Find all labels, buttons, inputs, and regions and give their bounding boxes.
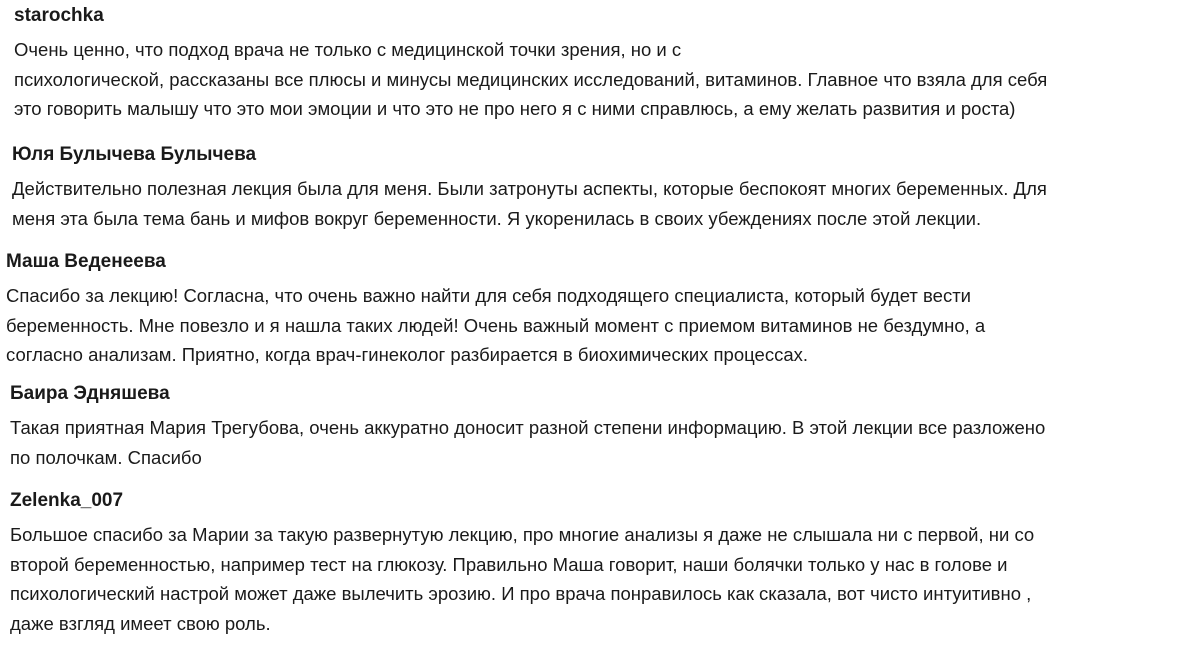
review-text-line: психологический настрой может даже вылечить эрозию. И про врача понравилось как сказала, вот чисто интуитивно , (10, 583, 1032, 604)
review-item (10, 383, 1200, 472)
review-text-line: Спасибо за лекцию! Согласна, что очень важно найти для себя подходящего специалиста, который будет вести (6, 285, 971, 306)
review-text-line: это говорить малышу что это мои эмоции и что это не про него я с ними справлюсь, а ему желать развития и роста) (14, 98, 1016, 119)
review-text-line: Большое спасибо за Марии за такую развернутую лекцию, про многие анализы я даже не слышала ни с первой, ни со (10, 524, 1035, 545)
review-text-line: беременность. Мне повезло и я нашла таких людей! Очень важный момент с приемом витаминов не бездумно, а (6, 314, 986, 336)
review-text-line: Такая приятная Мария Трегубова, очень аккуратно доносит разной степени информацию. В этой лекции все разложено (10, 417, 1046, 438)
review-text-line: по полочкам. Спасибо (10, 446, 202, 468)
review-author: Zelenka_007 (10, 490, 124, 511)
review-text-line: психологической, рассказаны все плюсы и минусы медицинских исследований, витаминов. Главное что взяла для себя (14, 68, 1048, 90)
review-text-line: Действительно полезная лекция была для меня. Были затронуты аспекты, которые беспокоят многих беременных. Для (12, 178, 1047, 199)
review-text-line: меня эта была тема бань и мифов вокруг беременности. Я укоренилась в своих убеждениях после этой лекции. (12, 207, 982, 229)
review-author: Маша Веденеева (6, 251, 166, 272)
review-item (14, 5, 1200, 124)
review-item (6, 251, 1196, 370)
review-author: starochka (14, 5, 104, 26)
review-text-line: согласно анализам. Приятно, когда врач-гинеколог разбирается в биохимических процессах. (6, 344, 808, 365)
review-author: Юля Булычева Булычева (12, 144, 257, 165)
review-text-line: Очень ценно, что подход врача не только с медицинской точки зрения, но и с (14, 39, 682, 60)
review-text (6, 281, 1196, 370)
review-text-line: даже взгляд имеет свою роль. (10, 612, 271, 634)
review-item (12, 144, 1200, 233)
review-text-line: второй беременностью, например тест на глюкозу. Правильно Маша говорит, наши болячки только у нас в голове и (10, 553, 1008, 575)
review-text (12, 174, 1200, 233)
review-author: Баира Эдняшева (10, 383, 170, 404)
review-item (10, 490, 1200, 638)
review-text (10, 413, 1200, 472)
review-text (14, 35, 1200, 124)
review-text (10, 520, 1200, 638)
